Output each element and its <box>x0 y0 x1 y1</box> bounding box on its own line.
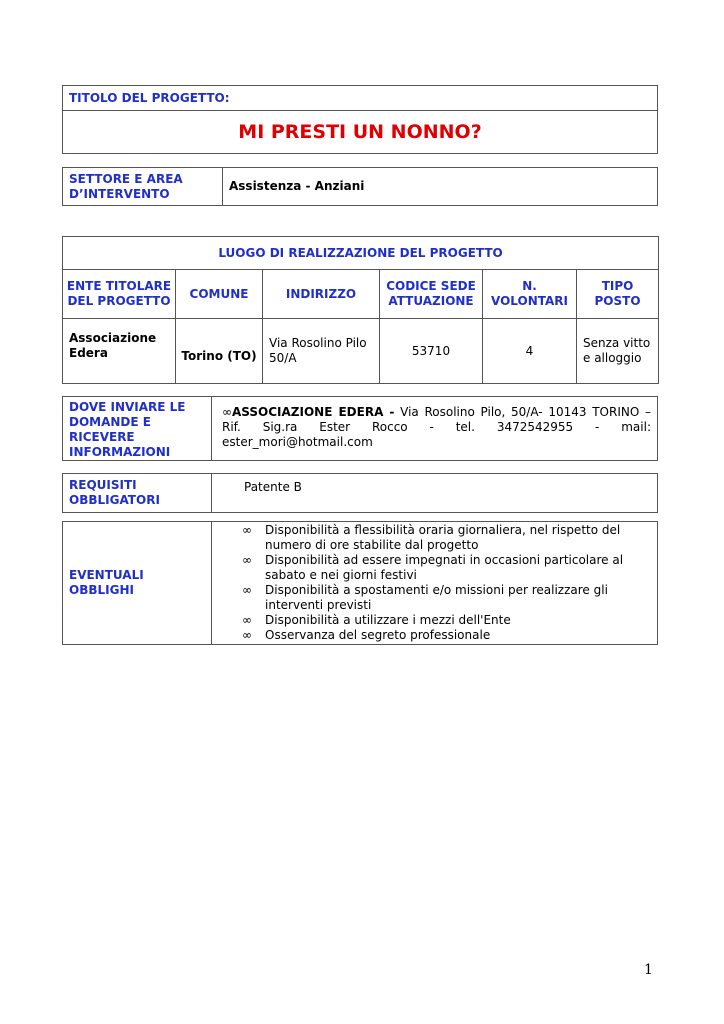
cell-volontari: 4 <box>483 319 577 384</box>
page-number: 1 <box>644 962 653 978</box>
contact-org: ASSOCIAZIONE EDERA - <box>232 405 395 419</box>
col-header-ente: ENTE TITOLARE DEL PROGETTO <box>63 270 176 319</box>
cell-comune: Torino (TO) <box>176 319 263 384</box>
list-item: ∞ Disponibilità ad essere impegnati in occasioni particolare al sabato e nei giorni festivi <box>242 553 624 582</box>
requirements-label: REQUISITI OBBLIGATORI <box>63 474 212 513</box>
contact-label: DOVE INVIARE LE DOMANDE E RICEVERE INFORMAZIONI <box>63 397 212 461</box>
project-title-label: TITOLO DEL PROGETTO: <box>63 86 658 111</box>
list-item: ∞ Disponibilità a spostamenti e/o missioni per realizzare gli interventi previsti <box>242 583 608 612</box>
sector-label-line2: D’INTERVENTO <box>69 186 170 201</box>
project-title: MI PRESTI UN NONNO? <box>63 111 658 154</box>
col-header-indirizzo: INDIRIZZO <box>263 270 380 319</box>
requirements-table <box>62 473 658 513</box>
table-row <box>63 319 659 384</box>
obligations-table <box>62 521 658 645</box>
infinity-bullet-icon: ∞ <box>242 523 252 537</box>
infinity-bullet-icon: ∞ <box>222 405 232 419</box>
infinity-bullet-icon: ∞ <box>242 628 252 642</box>
cell-tipo: Senza vitto e alloggio <box>577 319 659 384</box>
list-item: ∞ Disponibilità a flessibilità oraria giornaliera, nel rispetto del numero di ore stabilite dal progetto <box>242 523 621 552</box>
col-header-tipo: TIPO POSTO <box>577 270 659 319</box>
sector-label <box>63 168 223 206</box>
project-title-table <box>62 85 658 154</box>
contact-table <box>62 396 658 461</box>
obligations-label: EVENTUALI OBBLIGHI <box>63 522 212 645</box>
contact-details: Via Rosolino Pilo, 50/A- 10143 TORINO – Rif. Sig.ra Ester Rocco - tel. 3472542955 - mail: ester_mori@hotmail.com <box>222 405 651 449</box>
infinity-bullet-icon: ∞ <box>242 583 252 597</box>
cell-ente: Associazione Edera <box>63 319 176 384</box>
sector-value: Assistenza - Anziani <box>223 168 658 206</box>
infinity-bullet-icon: ∞ <box>242 613 252 627</box>
list-item: ∞ Disponibilità a utilizzare i mezzi dell'Ente <box>242 613 511 627</box>
contact-info <box>212 397 658 461</box>
list-item: ∞ Osservanza del segreto professionale <box>242 628 491 642</box>
requirements-value: Patente B <box>212 474 658 513</box>
sector-table <box>62 167 658 206</box>
col-header-volontari: N. VOLONTARI <box>483 270 577 319</box>
sector-label-line1: SETTORE E AREA <box>69 171 183 186</box>
infinity-bullet-icon: ∞ <box>242 553 252 567</box>
location-table <box>62 236 659 384</box>
cell-indirizzo: Via Rosolino Pilo 50/A <box>263 319 380 384</box>
cell-codice: 53710 <box>380 319 483 384</box>
obligations-list <box>242 523 651 643</box>
col-header-codice: CODICE SEDE ATTUAZIONE <box>380 270 483 319</box>
obligations-list-cell <box>212 522 658 645</box>
col-header-comune: COMUNE <box>176 270 263 319</box>
location-heading: LUOGO DI REALIZZAZIONE DEL PROGETTO <box>63 237 659 270</box>
